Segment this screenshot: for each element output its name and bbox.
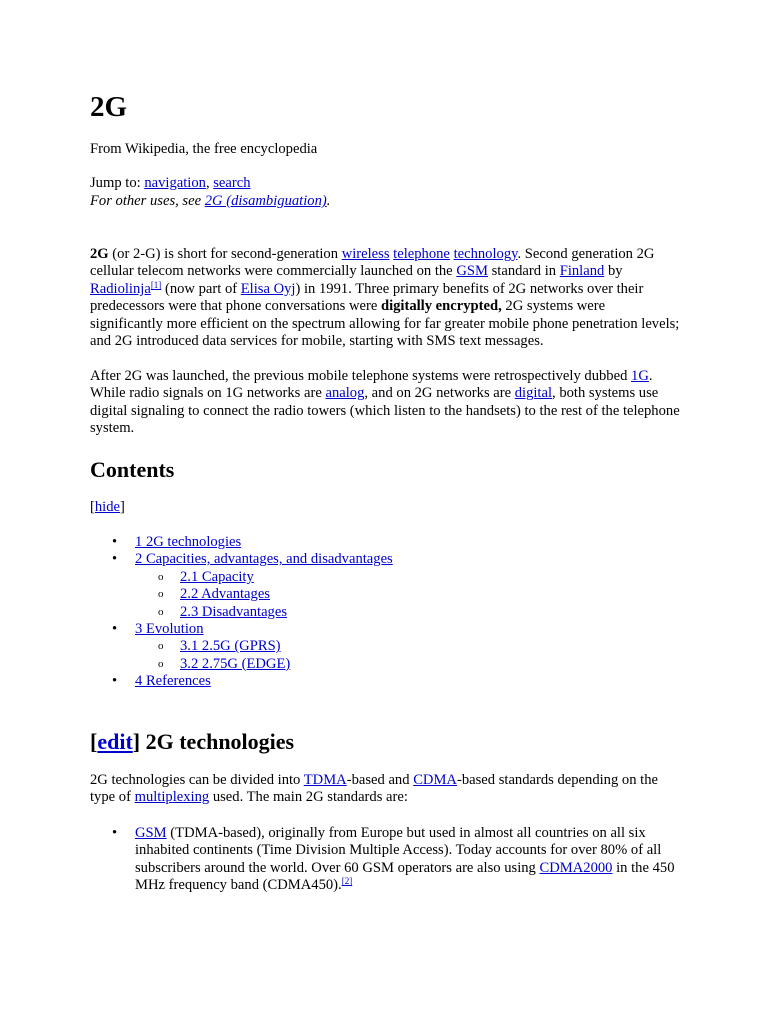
reference-2-link[interactable]: [2] [341, 876, 353, 887]
toc-link[interactable]: 2.1 Capacity [180, 568, 254, 585]
cdma-link[interactable]: CDMA [413, 772, 457, 788]
paragraph-text: 2G technologies can be divided into [90, 772, 304, 788]
paragraph-text: , both systems use digital signaling to connect the radio towers (which listen to the handsets) to the rest of the telephone system. [90, 385, 680, 437]
bullet: • [112, 551, 118, 568]
digital-link[interactable]: digital [514, 385, 553, 402]
intro-paragraph [90, 246, 680, 350]
section-heading-2g-technologies [90, 729, 294, 755]
section-title: 2G technologies [140, 729, 295, 754]
paragraph-text: . While radio signals on 1G networks are [90, 368, 653, 402]
bracket: [ [90, 499, 95, 515]
radiolinja-link[interactable]: Radiolinja [90, 280, 151, 297]
intro-bold-text: digitally encrypted, [380, 298, 502, 315]
paragraph-text: used. The main 2G standards are: [209, 789, 408, 806]
toc-link[interactable]: 1 2G technologies [135, 534, 242, 550]
bullet: • [112, 825, 118, 841]
bracket: ] [120, 499, 125, 515]
toc-item [90, 586, 590, 603]
telephone-link[interactable]: telephone [393, 246, 450, 262]
edit-section-link[interactable]: edit [97, 729, 133, 754]
bullet: o [158, 640, 164, 653]
cdma2000-link[interactable]: CDMA2000 [539, 859, 613, 876]
hatnote-suffix: . [326, 193, 331, 209]
toc-item [90, 534, 590, 551]
toc-link[interactable]: 2.3 Disadvantages [180, 603, 287, 620]
reference-1-link[interactable]: [1] [150, 279, 162, 290]
page-title: 2G [90, 91, 128, 123]
hatnote [90, 193, 330, 210]
intro-text: (or 2-G) is short for second-generation [108, 246, 342, 262]
bullet: o [158, 570, 164, 583]
paragraph-text: After 2G was launched, the previous mobile telephone systems were retrospectively dubbed [90, 368, 632, 384]
list-item-text: (TDMA-based), originally from Europe but used in almost all countries on all six inhabited continents (Time Division Multiple Access). Today accounts for over 80% of all subscribers around the world. Over 60 GSM operators are also using [135, 825, 662, 876]
tdma-link[interactable]: TDMA [303, 772, 347, 788]
toc-toggle [90, 499, 125, 516]
gsm-link[interactable]: GSM [456, 263, 488, 280]
disambiguation-link[interactable]: 2G (disambiguation) [204, 193, 327, 209]
history-paragraph [90, 368, 680, 438]
intro-text: (now part of [161, 280, 241, 297]
bracket: [ [90, 729, 98, 754]
bullet: • [112, 620, 118, 637]
jump-separator: , [205, 175, 214, 191]
toc-hide-link[interactable]: hide [94, 499, 121, 515]
toc-item [90, 621, 590, 638]
analog-link[interactable]: analog [325, 385, 365, 402]
contents-heading: Contents [90, 457, 175, 482]
intro-text: 2G systems were significantly more efficient on the spectrum allowing for far greater mobile phone penetration levels; and 2G introduced data services for mobile, starting with SMS text messages. [90, 298, 680, 350]
toc-item [90, 673, 590, 690]
bullet: o [158, 657, 164, 670]
toc-link[interactable]: 3.2 2.75G (EDGE) [180, 655, 291, 672]
toc-link[interactable]: 3.1 2.5G (GPRS) [180, 638, 281, 655]
paragraph-text: , and on 2G networks are [364, 385, 515, 402]
list-item [90, 825, 680, 895]
multiplexing-link[interactable]: multiplexing [134, 789, 210, 806]
bracket: ] [132, 729, 141, 754]
site-tagline: From Wikipedia, the free encyclopedia [90, 141, 318, 157]
paragraph-text: -based and [346, 772, 414, 788]
toc-link[interactable]: 3 Evolution [135, 620, 204, 637]
toc-link[interactable]: 4 References [135, 673, 211, 690]
toc-item [90, 569, 590, 586]
toc-item [90, 656, 590, 673]
list-item-text: in the 450 MHz frequency band (CDMA450). [135, 859, 675, 894]
intro-text: ) in 1991. Three primary benefits of 2G networks over their predecessors were that phone conversations were [90, 280, 644, 315]
jump-prefix: Jump to: [90, 175, 145, 191]
toc-link[interactable]: 2.2 Advantages [180, 586, 270, 603]
toc-link[interactable]: 2 Capacities, advantages, and disadvantages [135, 551, 393, 568]
elisa-oyj-link[interactable]: Elisa Oyj [240, 280, 296, 297]
jump-search-link[interactable]: search [213, 175, 251, 191]
paragraph-text: -based standards depending on the type of [90, 772, 658, 806]
bullet: o [158, 605, 164, 618]
intro-term: 2G [90, 246, 109, 262]
wireless-link[interactable]: wireless [341, 246, 390, 262]
gsm-standard-link[interactable]: GSM [135, 825, 167, 841]
bullet: • [112, 534, 118, 550]
intro-text: standard in [487, 263, 560, 280]
finland-link[interactable]: Finland [559, 263, 605, 280]
standards-list [90, 825, 680, 895]
toc-item [90, 604, 590, 621]
jump-links [90, 175, 251, 192]
bullet: o [158, 588, 164, 601]
standards-paragraph [90, 772, 680, 807]
jump-navigation-link[interactable]: navigation [144, 175, 206, 191]
hatnote-prefix: For other uses, see [90, 193, 205, 209]
intro-text: by [604, 263, 623, 280]
intro-text: . Second generation 2G cellular telecom networks were commercially launched on the [90, 246, 655, 280]
toc-item [90, 638, 590, 655]
1g-link[interactable]: 1G [631, 368, 649, 384]
table-of-contents [90, 534, 590, 691]
toc-item [90, 551, 590, 568]
technology-link[interactable]: technology [453, 246, 518, 262]
bullet: • [112, 673, 118, 690]
